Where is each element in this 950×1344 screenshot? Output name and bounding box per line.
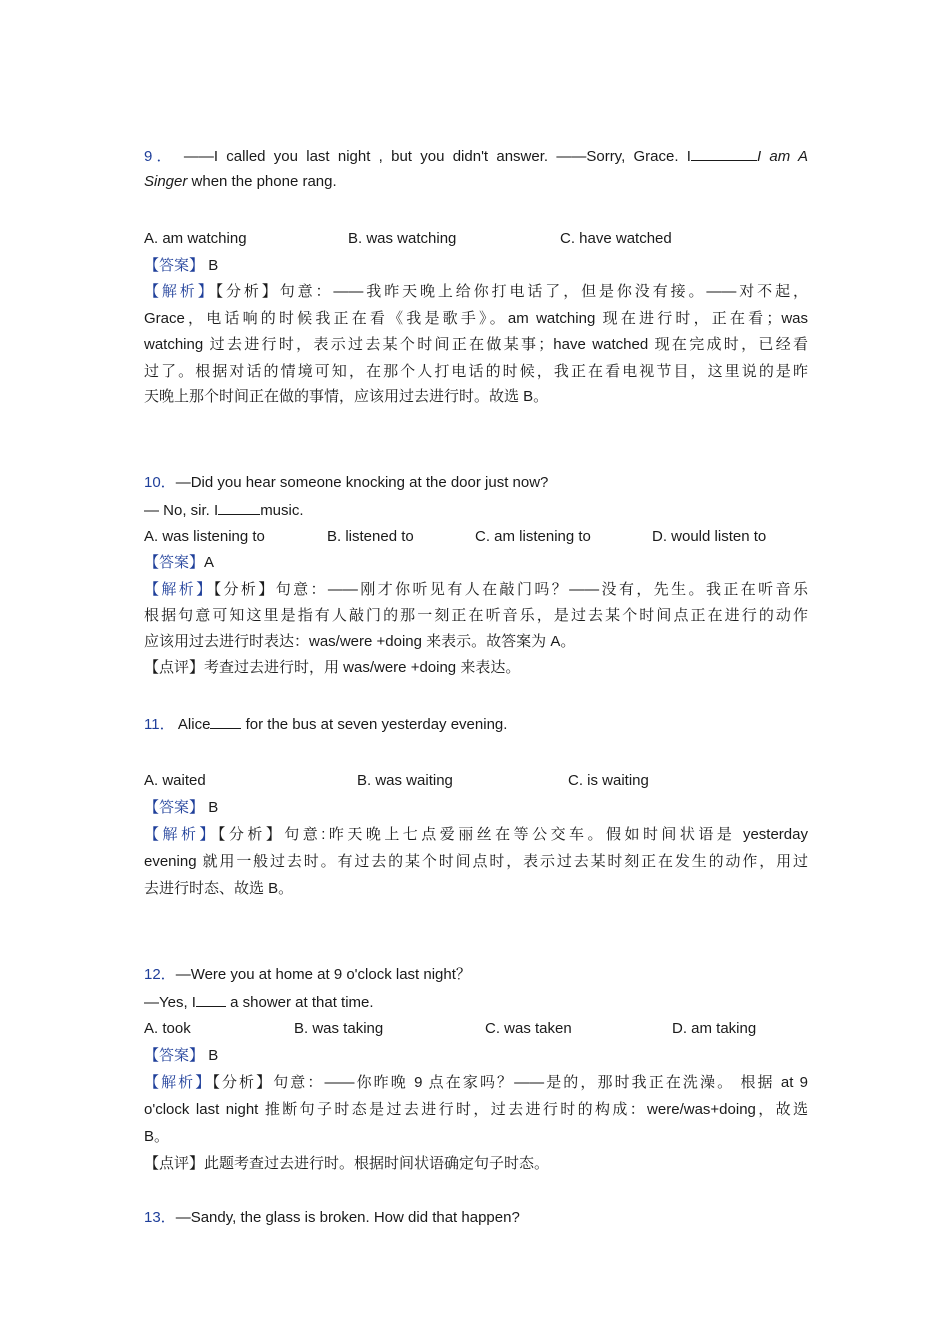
- option-a: A. was listening to: [144, 528, 265, 545]
- answer-blank: [196, 992, 226, 1007]
- answer-value: B: [208, 799, 219, 816]
- question-number: 13．: [144, 1209, 176, 1226]
- question-text: when the phone rang.: [187, 173, 337, 190]
- answer-tag: 【答案】: [144, 554, 205, 571]
- option-a: A. am watching: [144, 230, 247, 247]
- analysis-line: 根据句意可知这里是指有人敲门的那一刻正在听音乐，是过去某个时间点正在进行的动作: [144, 607, 808, 624]
- analysis-tag: 【解析】: [144, 581, 214, 598]
- analysis-line: 【解析】【分析】句意：——刚才你听见有人在敲门吗？——没有，先生。我正在听音乐: [144, 581, 808, 598]
- option-c: C. am listening to: [475, 528, 591, 545]
- answer-line: [144, 1046, 808, 1066]
- analysis-line: 【解析】【分析】句意：——我昨天晚上给你打电话了，但是你没有接。——对不起，: [144, 283, 808, 300]
- option-c: C. is waiting: [568, 772, 649, 789]
- analysis-tag: 【解析】: [144, 826, 218, 843]
- answer-blank: [218, 500, 260, 515]
- answer-line: [144, 256, 808, 276]
- question-number: 11．: [144, 716, 175, 733]
- option-d: D. am taking: [672, 1020, 757, 1037]
- analysis-line: B。: [144, 1128, 170, 1145]
- answer-tag: 【答案】: [144, 799, 205, 816]
- answer-tag: 【答案】: [144, 1047, 205, 1064]
- question-13-stem: 13．—Sandy, the glass is broken. How did that happen?: [144, 1209, 520, 1226]
- analysis-line: 天晚上那个时间正在做的事情，应该用过去进行时。故选 B。: [144, 388, 549, 405]
- analysis-tag: 【解析】: [144, 283, 216, 300]
- question-text: ——I called you last night , but you didn't answer. ——Sorry, Grace. I: [183, 148, 691, 165]
- answer-blank: [691, 146, 757, 161]
- question-9-stem-cont: [144, 172, 808, 192]
- analysis-line: 【解析】【分析】句意：——你昨晚 9 点在家吗？——是的，那时我正在洗澡。 根据 at 9: [144, 1074, 808, 1091]
- option-d: D. would listen to: [652, 528, 767, 545]
- analysis-line: 去进行时态、故选 B。: [144, 880, 294, 897]
- option-b: B. listened to: [327, 528, 414, 545]
- analysis-line: Grace，电话响的时候我正在看《我是歌手》。am watching 现在进行时，正在看；was: [144, 310, 808, 327]
- question-text-italic: Singer: [144, 173, 188, 190]
- answer-value: B: [208, 1047, 219, 1064]
- comment-line: 【点评】此题考查过去进行时。根据时间状语确定句子时态。: [144, 1155, 550, 1172]
- question-text: —Did you hear someone knocking at the door just now?: [175, 474, 549, 491]
- question-10-stem-cont: — No, sir. I music.: [144, 502, 304, 519]
- analysis-line: 过了。根据对话的情境可知，在那个人打电话的时候，我正在看电视节目，这里说的是昨: [144, 363, 808, 380]
- answer-line: [144, 798, 808, 818]
- option-c: C. was taken: [485, 1020, 572, 1037]
- question-9-stem: [144, 146, 808, 167]
- answer-value: B: [208, 257, 219, 274]
- question-text-italic: I am A: [756, 148, 808, 165]
- option-b: B. was taking: [294, 1020, 384, 1037]
- answer-line: [144, 553, 808, 573]
- option-a: A. waited: [144, 772, 206, 789]
- question-11-stem: 11． Alice for the bus at seven yesterday evening.: [144, 716, 508, 733]
- question-number: 12．: [144, 966, 176, 983]
- option-b: B. was waiting: [357, 772, 453, 789]
- question-number: 9．: [144, 148, 176, 165]
- answer-blank: [210, 714, 241, 729]
- answer-value: A: [204, 554, 215, 571]
- question-12-stem: 12．—Were you at home at 9 o'clock last night？: [144, 966, 471, 983]
- option-b: B. was watching: [348, 230, 457, 247]
- analysis-line: 【解析】【分析】句意:昨天晚上七点爱丽丝在等公交车。假如时间状语是 yesterday: [144, 826, 808, 843]
- analysis-line: o'clock last night 推断句子时态是过去进行时，过去进行时的构成：were/was+doing，故选: [144, 1101, 808, 1118]
- analysis-line: 应该用过去进行时表达：was/were +doing 来表示。故答案为 A。: [144, 633, 576, 650]
- analysis-tag: 【解析】: [144, 1074, 213, 1091]
- question-10-stem: [144, 473, 808, 493]
- analysis-line: watching 过去进行时，表示过去某个时间正在做某事；have watched 现在完成时，已经看: [144, 336, 808, 353]
- comment-line: 【点评】考查过去进行时，用 was/were +doing 来表达。: [144, 659, 521, 676]
- question-12-stem-cont: —Yes, I a shower at that time.: [144, 994, 374, 1011]
- analysis-line: evening 就用一般过去时。有过去的某个时间点时，表示过去某时刻正在发生的动作，用过: [144, 853, 808, 870]
- question-number: 10．: [144, 474, 176, 491]
- answer-tag: 【答案】: [144, 257, 205, 274]
- option-a: A. took: [144, 1020, 191, 1037]
- option-c: C. have watched: [560, 230, 672, 247]
